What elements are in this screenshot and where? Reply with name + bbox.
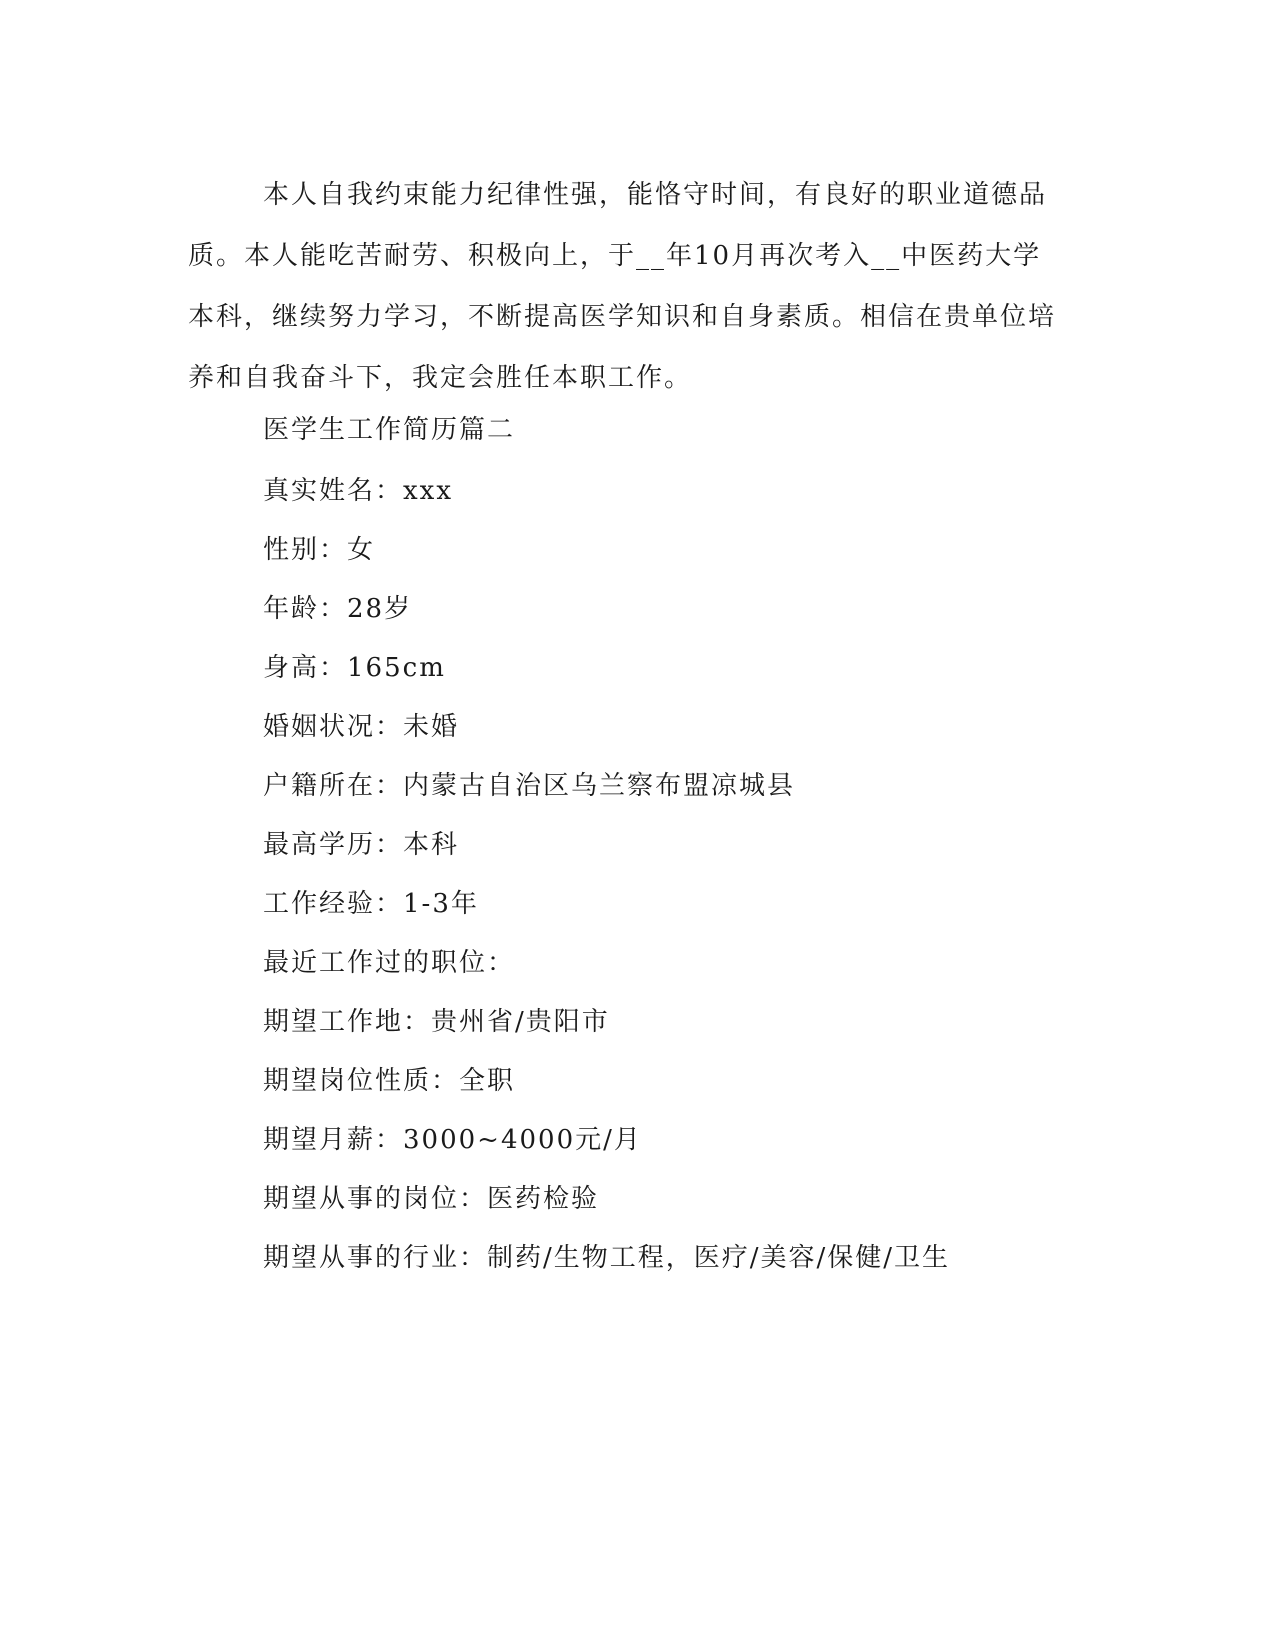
- field-household-registration: 户籍所在：内蒙古自治区乌兰察布盟凉城县: [263, 771, 796, 801]
- field-desired-location: 期望工作地：贵州省/贵阳市: [263, 1007, 610, 1037]
- field-desired-salary: 期望月薪：3000~4000元/月: [263, 1125, 642, 1155]
- intro-paragraph: 本人自我约束能力纪律性强，能恪守时间，有良好的职业道德品质。本人能吃苦耐劳、积极向上，于__年10月再次考入__中医药大学本科，继续努力学习，不断提高医学知识和自身素质。相信在贵单位培养和自我奋斗下，我定会胜任本职工作。: [188, 180, 1057, 393]
- field-age: 年龄：28岁: [263, 594, 413, 624]
- field-real-name: 真实姓名：xxx: [263, 476, 453, 506]
- field-height: 身高：165cm: [263, 653, 446, 683]
- field-marital-status: 婚姻状况：未婚: [263, 712, 460, 742]
- field-work-experience: 工作经验：1-3年: [263, 889, 479, 919]
- field-education: 最高学历：本科: [263, 830, 460, 860]
- field-job-type: 期望岗位性质：全职: [263, 1066, 516, 1096]
- field-desired-position: 期望从事的岗位：医药检验: [263, 1184, 600, 1214]
- section-title: 医学生工作简历篇二: [263, 415, 516, 445]
- field-gender: 性别：女: [263, 535, 376, 565]
- field-recent-position: 最近工作过的职位：: [263, 948, 516, 978]
- field-desired-industry: 期望从事的行业：制药/生物工程，医疗/美容/保健/卫生: [263, 1243, 951, 1273]
